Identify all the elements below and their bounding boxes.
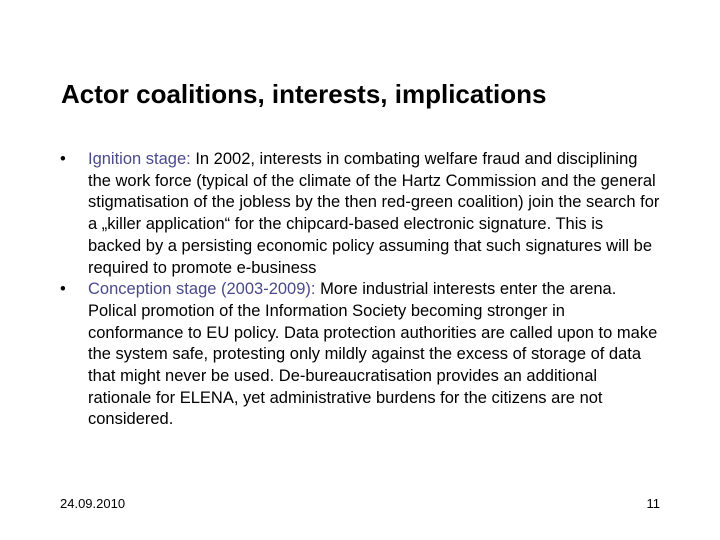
bullet-item-conception [60,279,660,431]
slide-title: Actor coalitions, interests, implications [61,79,547,109]
bullet-item-ignition [60,149,660,279]
footer-date: 24.09.2010 [60,496,126,511]
page-number: 11 [646,496,660,511]
bullet-marker: • [60,280,66,299]
bullet-label: Ignition stage: [88,150,191,168]
bullet-label: Conception stage (2003-2009): [88,280,316,299]
bullet-list [60,149,660,431]
bullet-text: In 2002, interests in combating welfare fraud and disciplining the work force (typical of the climate of the Hartz Commission and the general stigmatisation of the jobless by the then red-green coalition) join the search for a „killer application“ for the chipcard-based electronic signature. This is backed by a persisting economic policy assuming that such signatures will be required to promote e-business [88,150,660,277]
bullet-marker: • [60,150,66,168]
bullet-text: More industrial interests enter the arena. Polical promotion of the Information Society becoming stronger in conformance to EU policy. Data protection authorities are called upon to make the system safe, protesting only mildly against the excess of storage of data that might never be used. De-bureaucratisation provides an additional rationale for ELENA, yet administrative burdens for the citizens are not considered. [88,280,658,429]
